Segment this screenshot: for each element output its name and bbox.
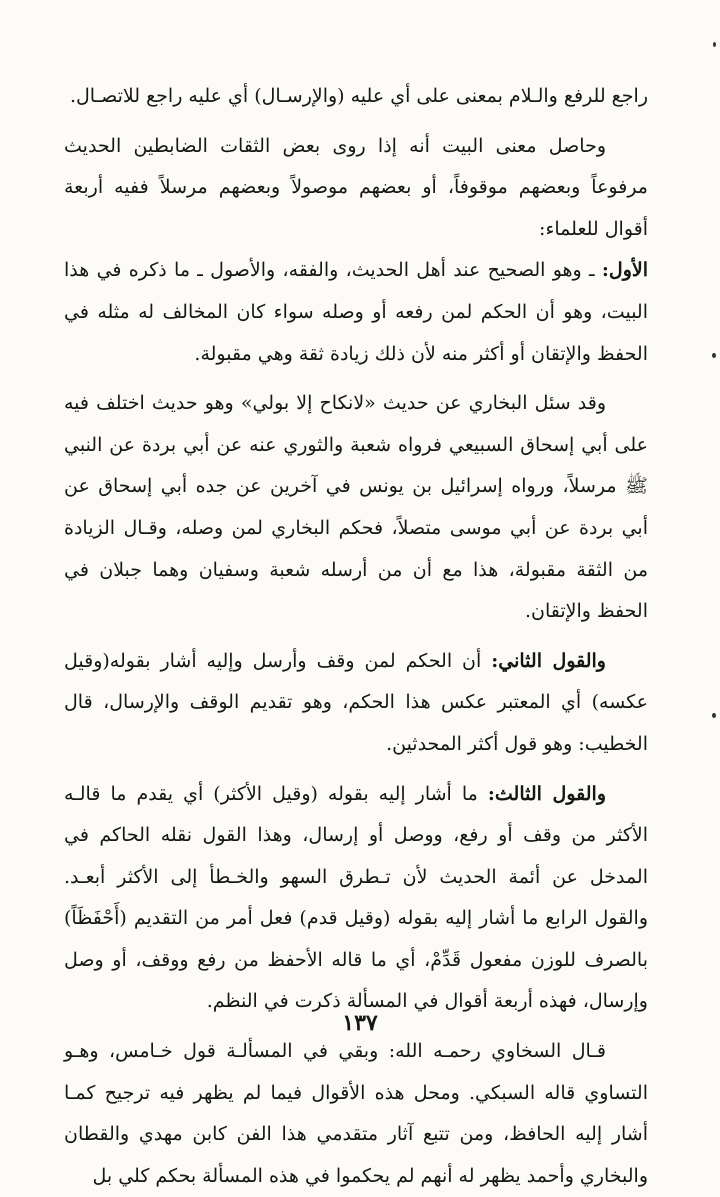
paragraph-1 — [64, 76, 648, 118]
paragraph-3 — [64, 250, 648, 375]
scan-mark-3 — [712, 713, 716, 718]
paragraph-6-text: ما أشار إليه بقوله (وقيل الأكثر) أي يقدم ما قالـه الأكثر من وقف أو رفع، ووصل أو إرسال، وهذا القول نقله الحاكم في المدخل عن أئمة الحديث لأن تـطرق السهو والخـطأ إلى الأكثر أبعـد. والقول الرابع ما أشار إليه بقوله (وقيل قدم) فعل أمر من التقديم (أَحْفَظَاً) بالصرف للوزن مفعول قَدِّمْ، أي ما قاله الأحفظ من رفع ووقف، أو وصل وإرسال، فهذه أربعة أقوال في المسألة ذكرت في النظم. — [64, 782, 648, 1013]
paragraph-6 — [64, 774, 648, 1024]
paragraph-1-text: راجع للرفع والـلام بمعنى على أي عليه (والإرسـال) أي عليه راجع للاتصـال. — [69, 85, 648, 107]
paragraph-3-lead: الأول: — [601, 259, 648, 282]
paragraph-6-lead: والقول الثالث: — [487, 782, 607, 805]
scan-mark-2 — [712, 353, 716, 358]
page-number: ١٣٧ — [342, 1010, 378, 1036]
paragraph-2 — [64, 126, 648, 251]
paragraph-3-text: ـ وهو الصحيح عند أهل الحديث، والفقه، والأصول ـ ما ذكره في هذا البيت، وهو أن الحكم لمن رفعه أو وصله سواء كان المخالف له مثله في الحفظ والإتقان أو أكثر منه لأن ذلك زيادة ثقة وهي مقبولة. — [64, 259, 648, 365]
scan-mark-1 — [713, 42, 716, 47]
paragraph-2-text: وحاصل معنى البيت أنه إذا روى بعض الثقات الضابطين الحديث مرفوعاً وبعضهم موقوفاً، أو بعضهم موصولاً وبعضهم مرسلاً ففيه أربعة أقوال للعلماء: — [64, 134, 648, 240]
paragraph-5 — [64, 641, 648, 766]
paragraph-7-text: قـال السخاوي رحمـه الله: وبقي في المسألـة قول خـامس، وهـو التساوي قاله السبكي. ومحل هذه الأقوال فيما لم يظهر فيه ترجيح كمـا أشار إليه الحافظ، ومن تتبع آثار متقدمي هذا الفن كابن مهدي والقطان والبخاري وأحمد يظهر له أنهم لم يحكموا في هذه المسألة بحكم كلي بل — [64, 1040, 648, 1187]
paragraph-5-text: أن الحكم لمن وقف وأرسل وإليه أشار بقوله(وقيل عكسه) أي المعتبر عكس هذا الحكم، وهو تقديم الوقف والإرسال، قال الخطيب: وهو قول أكثر المحدثين. — [64, 649, 648, 755]
paragraph-5-lead: والقول الثاني: — [491, 649, 606, 672]
paragraph-7 — [64, 1031, 648, 1197]
paragraph-4-text: وقد سئل البخاري عن حديث «لانكاح إلا بولي» وهو حديث اختلف فيه على أبي إسحاق السبيعي فرواه شعبة والثوري عنه عن أبي بردة عن النبي ﷺ مرسلاً، ورواه إسرائيل بن يونس في آخرين عن جده أبي إسحاق عن أبي بردة عن أبي موسى متصلاً، فحكم البخاري لمن وصله، وقـال الزيادة من الثقة مقبولة، هذا مع أن من أرسله شعبة وسفيان وهما جبلان في الحفظ والإتقان. — [64, 392, 648, 623]
paragraph-4 — [64, 383, 648, 633]
